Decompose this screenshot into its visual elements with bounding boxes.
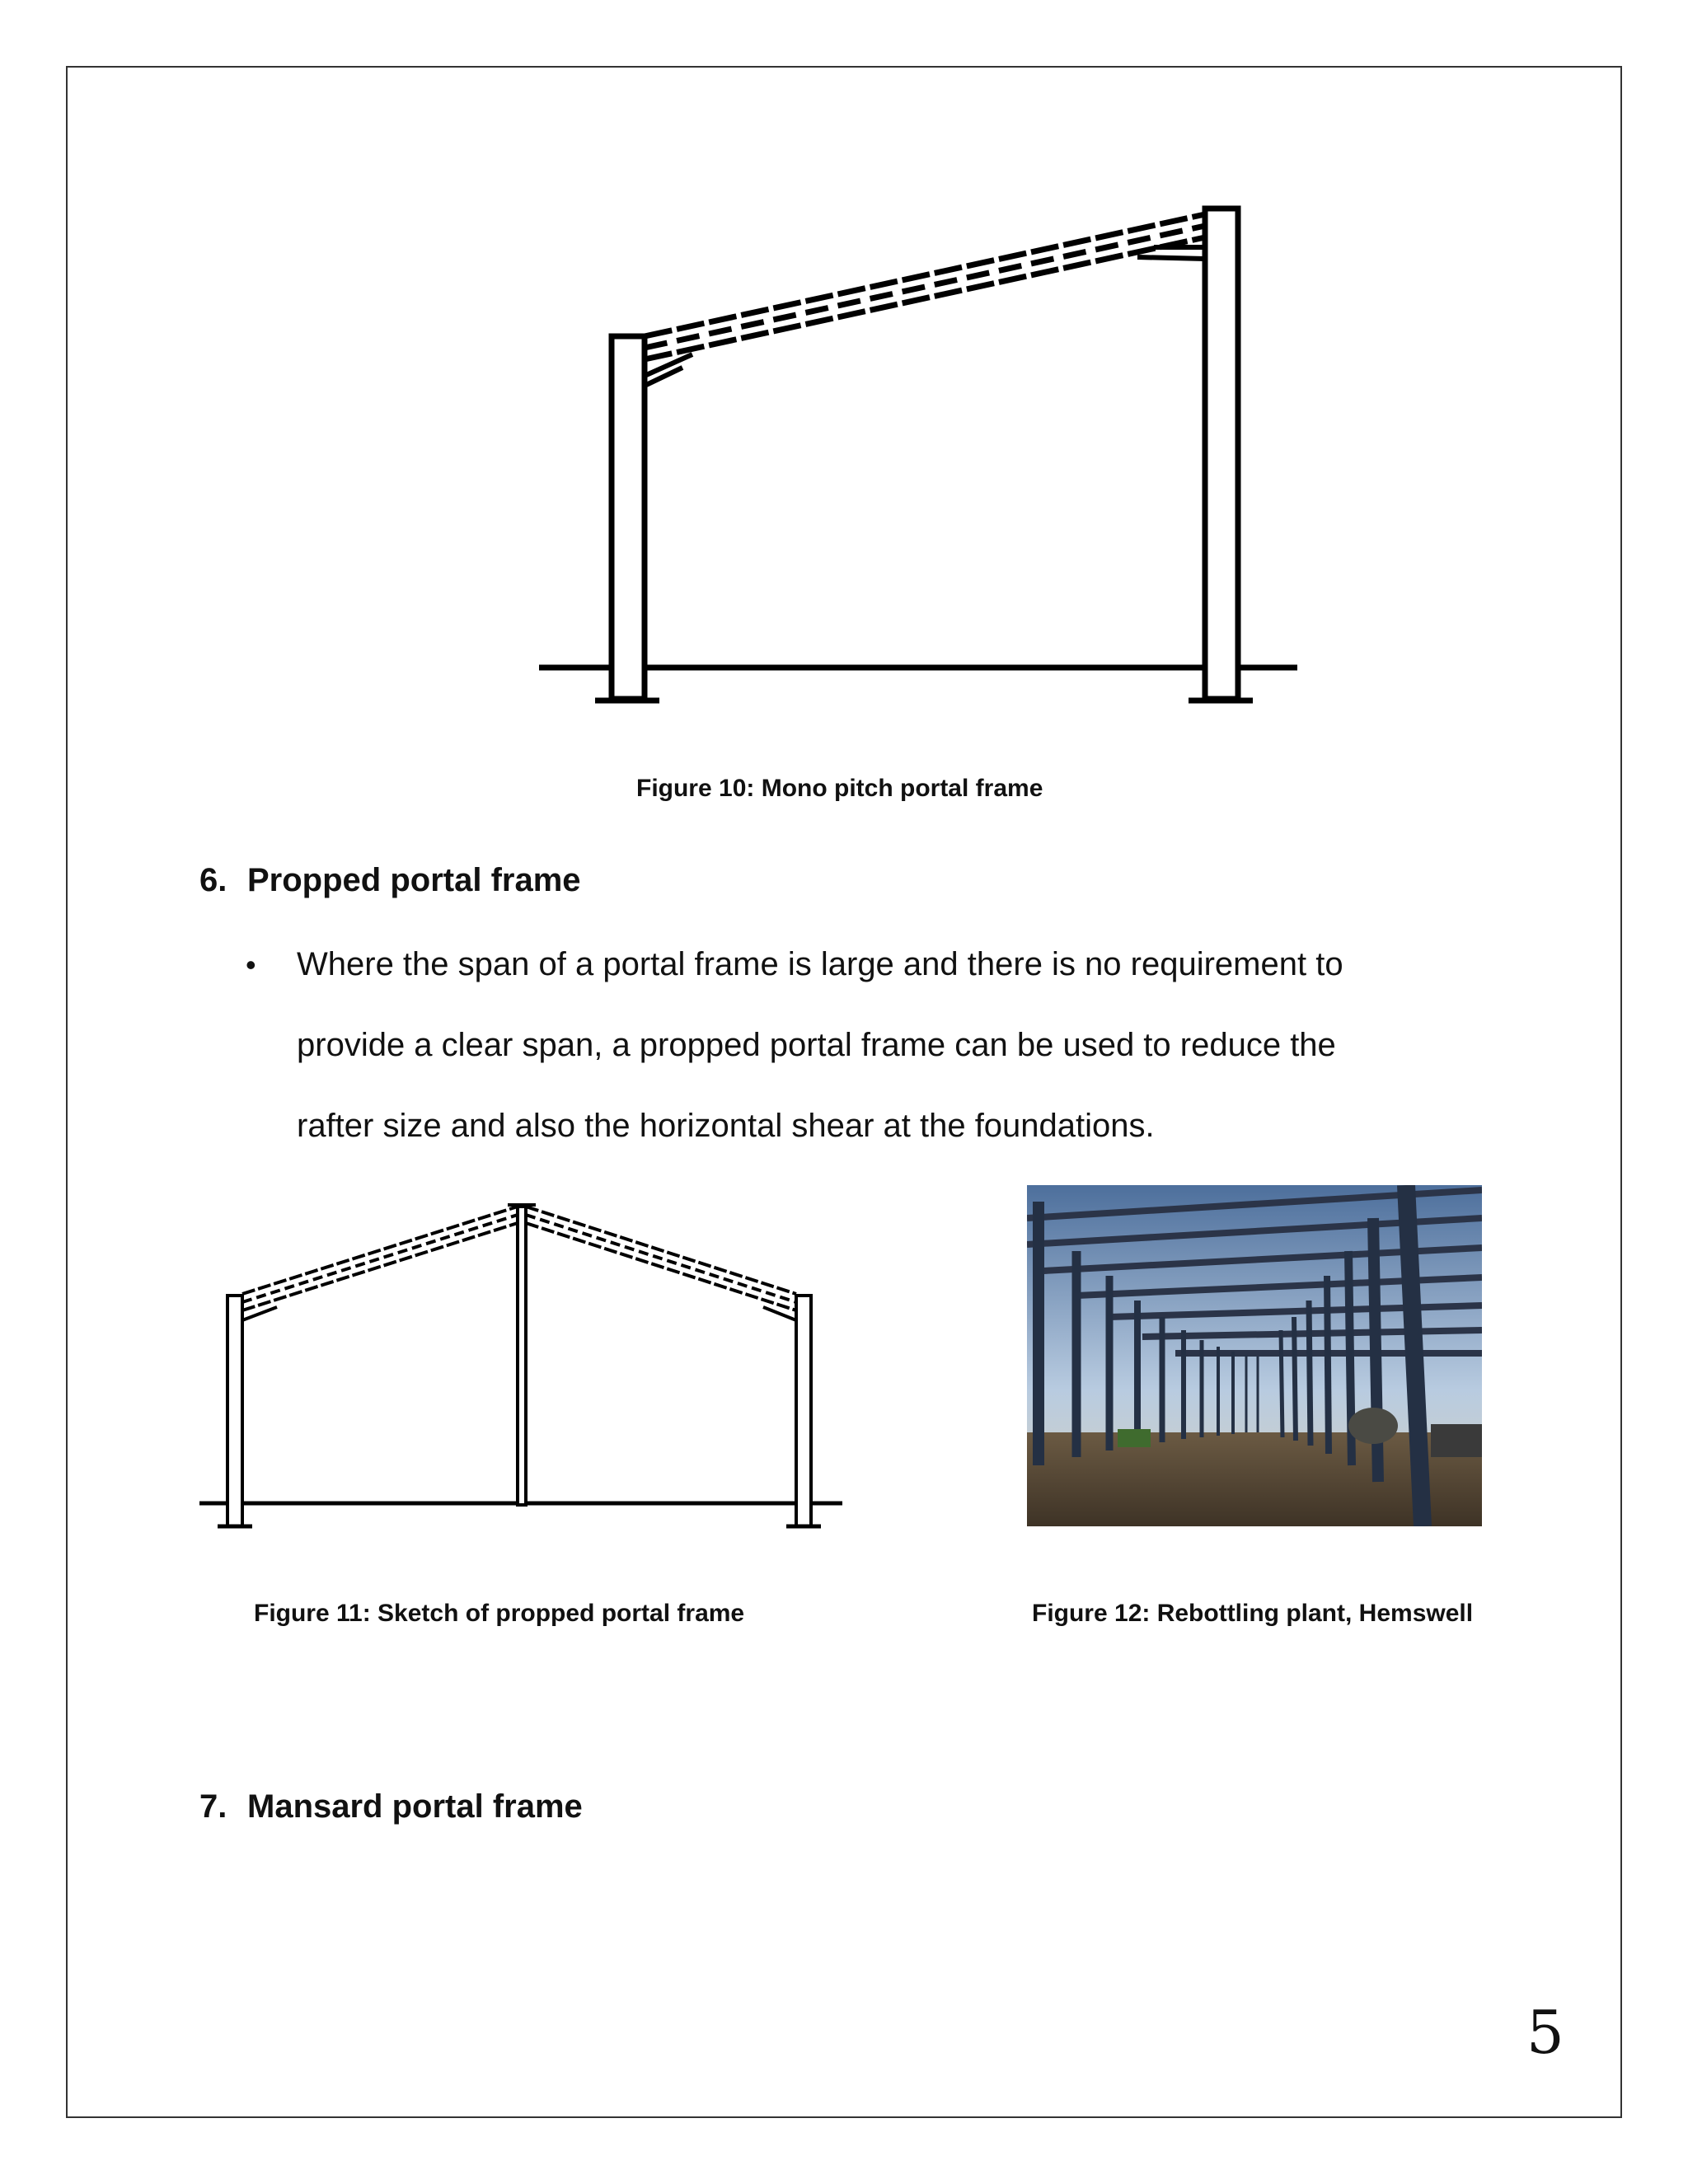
section-6-heading <box>199 862 581 899</box>
section-7-title: Mansard portal frame <box>247 1788 583 1825</box>
figure-11-drawing <box>195 1197 846 1535</box>
bullet-line: rafter size and also the horizontal shear at the foundations. <box>297 1108 1155 1144</box>
section-6-bullet <box>297 924 1343 1166</box>
bullet-line: provide a clear span, a propped portal frame can be used to reduce the <box>297 1027 1336 1063</box>
section-7-heading <box>199 1788 583 1825</box>
section-6-number: 6. <box>199 862 227 898</box>
page-number: 5 <box>1526 1998 1564 2067</box>
bullet-line: Where the span of a portal frame is large and there is no requirement to <box>297 946 1343 982</box>
figure-10-drawing <box>528 190 1319 717</box>
section-6-title: Propped portal frame <box>247 862 581 898</box>
figure-11-caption: Figure 11: Sketch of propped portal frame <box>254 1600 745 1627</box>
bullet-icon: • <box>246 948 256 982</box>
figure-12-photo <box>1027 1185 1482 1526</box>
section-7-number: 7. <box>199 1788 227 1825</box>
figure-12-caption: Figure 12: Rebottling plant, Hemswell <box>1032 1600 1474 1627</box>
figure-10-caption: Figure 10: Mono pitch portal frame <box>636 775 1043 802</box>
